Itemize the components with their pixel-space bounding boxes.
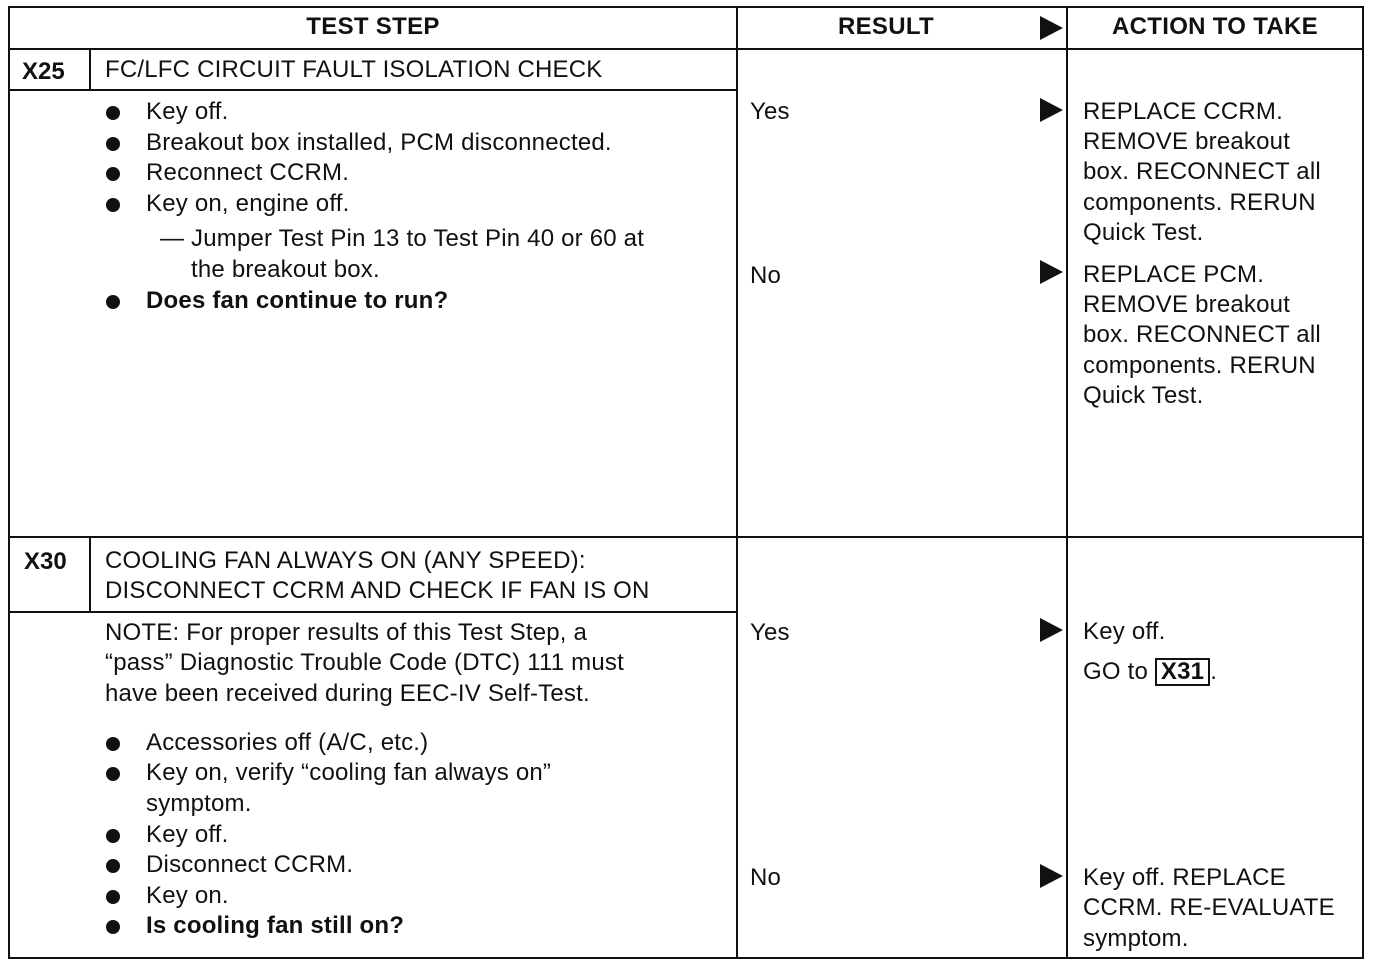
step-title: FC/LFC CIRCUIT FAULT ISOLATION CHECK [105,56,603,83]
action-goto [1083,657,1217,688]
action-line: Quick Test. [1083,219,1204,246]
step-title: DISCONNECT CCRM AND CHECK IF FAN IS ON [105,577,650,604]
header-action: ACTION TO TAKE [1112,13,1318,40]
result-arrow-icon [1040,864,1063,888]
step-bullet: Disconnect CCRM. [146,851,354,878]
step-subitem: Jumper Test Pin 13 to Test Pin 40 or 60 at [191,225,645,252]
result-label: Yes [750,98,790,125]
table-border-right [1362,6,1364,959]
action-line: Quick Test. [1083,382,1204,409]
table-border-left [8,6,10,959]
action-line: REPLACE PCM. [1083,261,1265,288]
step-id-divider-x25 [89,48,91,91]
step-subitem: the breakout box. [191,256,380,283]
step-bullet: Key on, engine off. [146,190,350,217]
goto-prefix: GO to [1083,658,1155,685]
table-border-bottom [8,957,1364,959]
step-bullet: Key off. [146,821,229,848]
result-label: Yes [750,619,790,646]
step-bullet: symptom. [146,790,252,817]
step-title: COOLING FAN ALWAYS ON (ANY SPEED): [105,547,586,574]
bullet-icon [106,767,120,781]
action-line: components. RERUN [1083,352,1316,379]
row-divider [8,536,1364,538]
bullet-icon [106,890,120,904]
step-note: NOTE: For proper results of this Test Step, a [105,619,588,646]
step-title-underline-x25 [8,89,738,91]
step-bullet: Reconnect CCRM. [146,159,350,186]
action-line: Key off. REPLACE [1083,864,1286,891]
goto-step-ref[interactable]: X31 [1155,658,1210,686]
bullet-icon [106,198,120,212]
header-result: RESULT [837,13,935,40]
step-title-underline-x30 [8,611,738,613]
action-line: box. RECONNECT all [1083,321,1321,348]
header-arrow-icon [1040,16,1063,40]
step-bullet: Accessories off (A/C, etc.) [146,729,429,756]
step-id: X25 [22,58,65,85]
bullet-icon [106,106,120,120]
column-divider-result [736,6,738,959]
action-line: REMOVE breakout [1083,291,1291,318]
step-bullet: Key on. [146,882,229,909]
table-border-top [8,6,1364,8]
action-line: Key off. [1083,618,1166,645]
step-question: Does fan continue to run? [146,287,449,314]
step-note: “pass” Diagnostic Trouble Code (DTC) 111 must [105,649,624,676]
result-arrow-icon [1040,98,1063,122]
bullet-icon [106,137,120,151]
action-line: CCRM. RE-EVALUATE [1083,894,1335,921]
step-note: have been received during EEC-IV Self-Test. [105,680,590,707]
step-bullet: Breakout box installed, PCM disconnected. [146,129,612,156]
step-question: Is cooling fan still on? [146,912,405,939]
bullet-icon [106,859,120,873]
bullet-icon [106,920,120,934]
header-divider [8,48,1364,50]
step-id: X30 [24,548,67,575]
action-line: box. RECONNECT all [1083,158,1321,185]
step-bullet: Key on, verify “cooling fan always on” [146,759,552,786]
bullet-icon [106,295,120,309]
action-line: REPLACE CCRM. [1083,98,1283,125]
header-test-step: TEST STEP [306,13,440,40]
result-arrow-icon [1040,260,1063,284]
step-bullet: Key off. [146,98,229,125]
bullet-icon [106,167,120,181]
action-line: components. RERUN [1083,189,1316,216]
action-line: symptom. [1083,925,1189,952]
bullet-icon [106,829,120,843]
action-line: REMOVE breakout [1083,128,1291,155]
step-id-divider-x30 [89,536,91,613]
result-label: No [750,864,782,891]
result-arrow-icon [1040,618,1063,642]
goto-suffix: . [1210,658,1218,685]
column-divider-action [1066,6,1068,959]
bullet-icon [106,737,120,751]
result-label: No [750,262,782,289]
dash-icon: — [160,225,185,252]
